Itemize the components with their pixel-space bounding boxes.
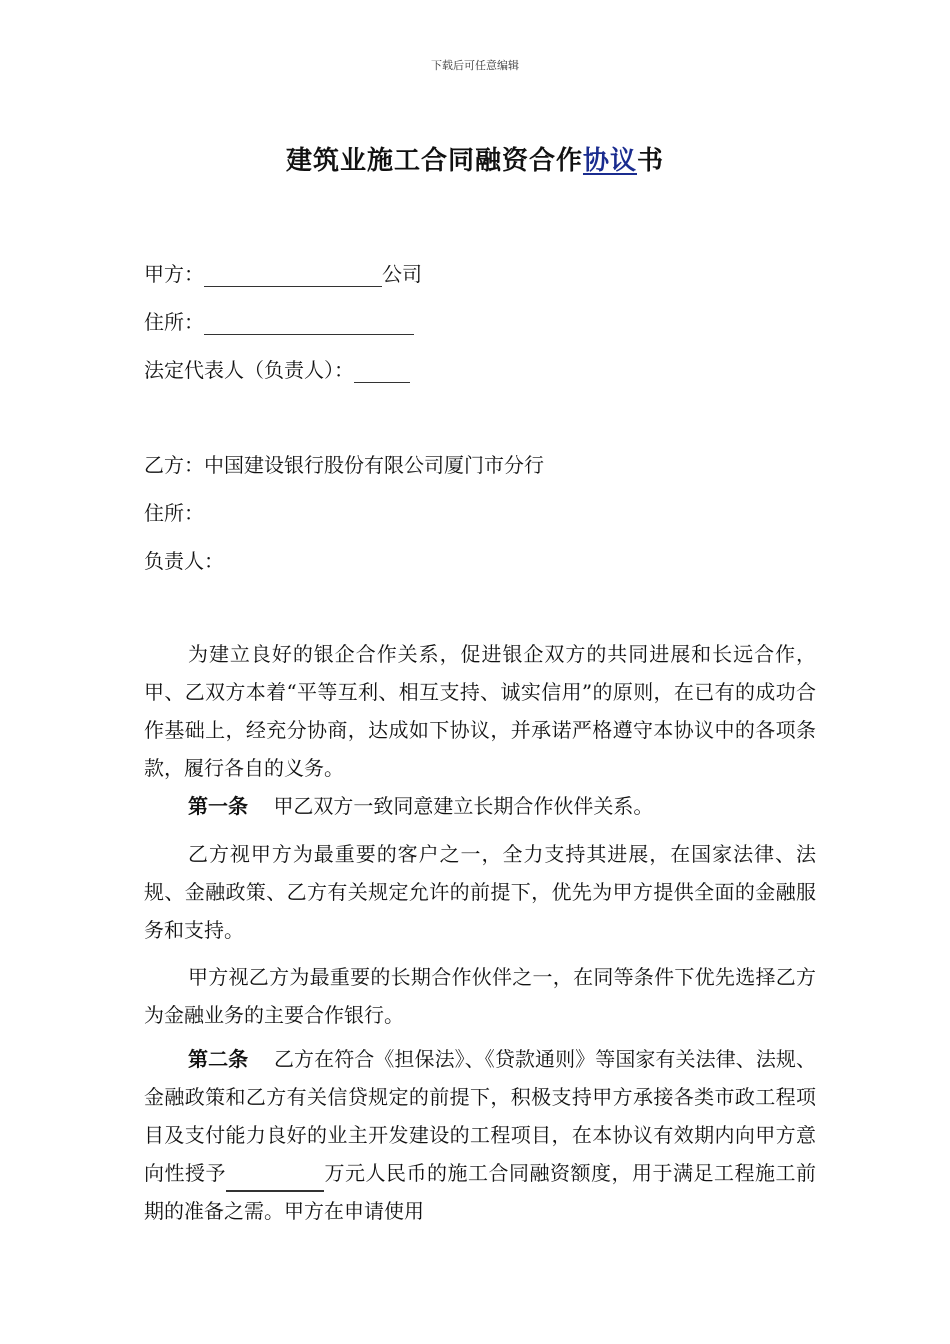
party-a-address-blank[interactable] [204, 312, 414, 335]
title-link[interactable]: 协议 [582, 146, 637, 176]
credit-amount-blank[interactable] [226, 1172, 324, 1192]
party-a-rep-blank[interactable] [354, 360, 410, 383]
title-tail: 书 [637, 146, 665, 176]
article1-p2: 甲方视乙方为最重要的长期合作伙伴之一，在同等条件下优先选择乙方为金融业务的主要合作银行。 [144, 965, 816, 1027]
party-a-rep-line [144, 354, 410, 383]
article2-heading: 第二条 [188, 1047, 249, 1071]
header-note: 下载后可任意编辑 [431, 59, 519, 72]
party-b-line: 乙方：中国建设银行股份有限公司厦门市分行 [144, 453, 544, 477]
article1-text: 甲乙双方一致同意建立长期合作伙伴关系。 [273, 794, 654, 818]
article1-heading: 第一条 [188, 794, 248, 818]
party-b-rep-line: 负责人： [144, 549, 224, 573]
party-a-address-line [144, 306, 414, 335]
article2-paragraph [144, 1040, 816, 1230]
article1-paragraph [144, 787, 816, 825]
party-a-rep-label: 法定代表人（负责人）： [144, 358, 354, 382]
party-a-address-label: 住所： [144, 310, 204, 334]
party-a-name-blank[interactable] [204, 264, 382, 287]
article2-text-b: 万元人民币的施工合同融资额度，用于满足工程施工前期的准备之需。甲方在申请使用 [144, 1161, 816, 1223]
title-main: 建筑业施工合同融资合作 [285, 146, 583, 176]
intro-paragraph: 为建立良好的银企合作关系，促进银企双方的共同进展和长远合作，甲、乙双方本着“平等互利、相互支持、诚实信用”的原则，在已有的成功合作基础上，经充分协商，达成如下协议，并承诺严格遵守本协议中的各项条款，履行各自的义务。 [144, 642, 816, 780]
party-a-suffix: 公司 [382, 262, 422, 286]
party-a-label: 甲方： [144, 262, 204, 286]
document-title [0, 140, 950, 177]
article2-text-a: 乙方在符合《担保法》、《贷款通则》等国家有关法律、法规、金融政策和乙方有关信贷规定的前提下，积极支持甲方承接各类市政工程项目及支付能力良好的业主开发建设的工程项目，在本协议有效期内向甲方意向性授予 [144, 1047, 817, 1185]
party-b-address-line: 住所： [144, 501, 204, 525]
party-a-line [144, 258, 422, 287]
article1-p1: 乙方视甲方为最重要的客户之一，全力支持其进展，在国家法律、法规、金融政策、乙方有关规定允许的前提下，优先为甲方提供全面的金融服务和支持。 [144, 842, 816, 942]
